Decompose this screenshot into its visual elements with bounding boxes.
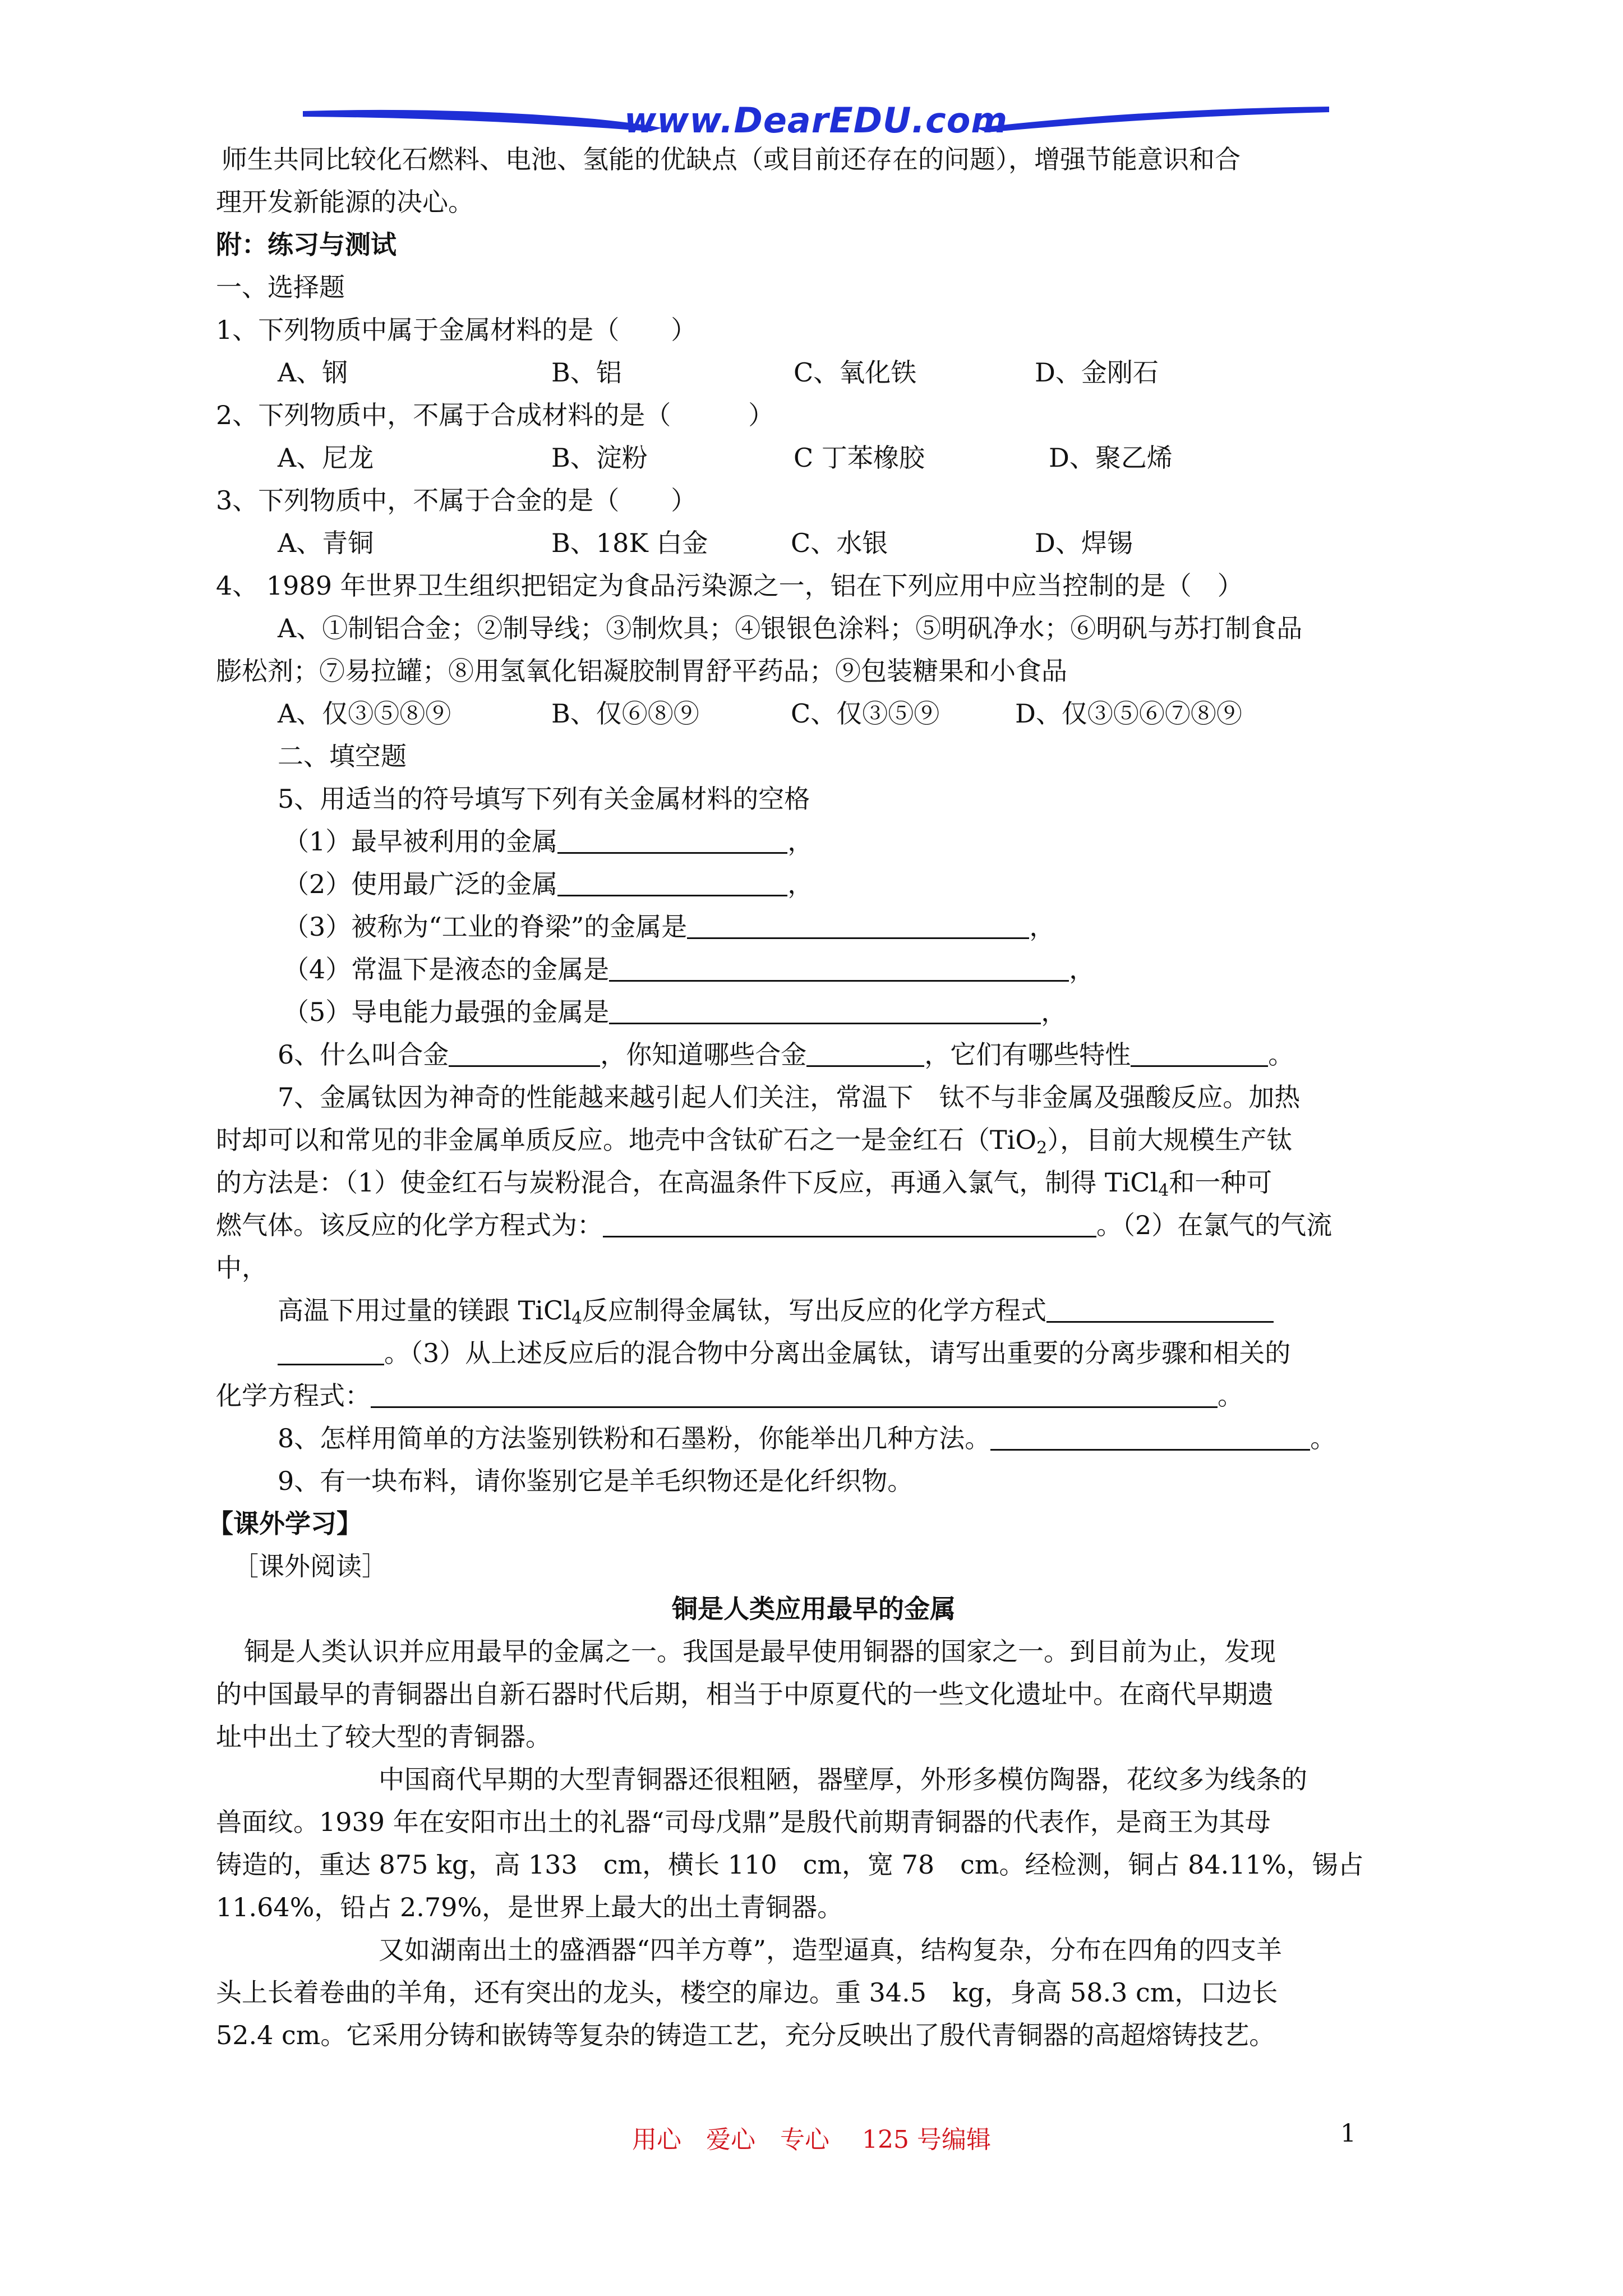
q4-line-3: 膨松剂；⑦易拉罐；⑧用氢氧化铝凝胶制胃舒平药品；⑨包装糖果和小食品 xyxy=(216,656,1067,686)
answer-blank[interactable] xyxy=(449,1038,600,1067)
answer-blank[interactable] xyxy=(806,1038,924,1067)
footer-editor-line: 用心 爱心 专心 125 号编辑 xyxy=(632,2125,991,2154)
answer-blank[interactable] xyxy=(557,868,787,896)
q7-line-1: 7、金属钛因为神奇的性能越来越引起人们关注，常温下 钛不与非金属及强酸反应。加热 xyxy=(278,1082,1301,1112)
q5-item-3: （3）被称为“工业的脊梁”的金属是 ， xyxy=(283,912,1055,942)
article-line: 52.4 cm。它采用分铸和嵌铸等复杂的铸造工艺，充分反映出了殷代青铜器的高超熔铸技艺。 xyxy=(216,2020,1275,2050)
q7-line-5: 中， xyxy=(216,1253,268,1283)
q2-option-a: A、尼龙 xyxy=(278,443,374,473)
q4-line-2: A、①制铝合金；②制导线；③制炊具；④银银色涂料；⑤明矾净水；⑥明矾与苏打制食品 xyxy=(278,613,1303,643)
article-line: 又如湖南出土的盛酒器“四羊方尊”，造型逼真，结构复杂，分布在四角的四支羊 xyxy=(379,1935,1283,1965)
q3-option-d: D、焊锡 xyxy=(1035,528,1133,558)
q5-item-5: （5）导电能力最强的金属是 ， xyxy=(283,997,1067,1027)
answer-blank[interactable] xyxy=(609,996,1041,1024)
article-title: 铜是人类应用最早的金属 xyxy=(672,1594,956,1624)
intro-line-1: 师生共同比较化石燃料、电池、氢能的优缺点（或目前还存在的问题），增强节能意识和合 xyxy=(222,144,1241,174)
answer-blank[interactable] xyxy=(1131,1038,1268,1067)
q6: 6、什么叫合金 ，你知道哪些合金 ，它们有哪些特性 。 xyxy=(278,1039,1294,1070)
q7-line-3: 的方法是：（1）使金红石与炭粉混合，在高温条件下反应，再通入氯气，制得 TiCl$_4$和一种可 xyxy=(216,1167,1272,1200)
extra-study-title: 【课外学习】 xyxy=(208,1508,362,1539)
q8: 8、怎样用简单的方法鉴别铁粉和石墨粉，你能举出几种方法。 。 xyxy=(278,1423,1336,1453)
q3-option-b: B、18K 白金 xyxy=(551,528,708,558)
q4-option-c: C、仅③⑤⑨ xyxy=(791,698,940,729)
article-line: 铜是人类认识并应用最早的金属之一。我国是最早使用铜器的国家之一。到目前为止，发现 xyxy=(244,1636,1276,1667)
section-choice-title: 一、选择题 xyxy=(216,272,345,302)
answer-blank[interactable] xyxy=(609,953,1069,982)
article-line: 头上长着卷曲的羊角，还有突出的龙头，楼空的扉边。重 34.5 kg，身高 58.3 cm，口边长 xyxy=(216,1977,1278,2008)
q4-option-b: B、仅⑥⑧⑨ xyxy=(551,698,699,729)
q7-line-8: 化学方程式： 。 xyxy=(216,1381,1243,1411)
q5-item-4: （4）常温下是液态的金属是 ， xyxy=(283,954,1095,984)
q5-item-2: （2）使用最广泛的金属 ， xyxy=(283,869,814,899)
answer-blank[interactable] xyxy=(1046,1294,1274,1323)
article-line: 铸造的，重达 875 kg，高 133 cm，横长 110 cm，宽 78 cm。经检测，铜占 84.11%，锡占 xyxy=(216,1849,1364,1880)
q1-option-d: D、金刚石 xyxy=(1035,357,1159,388)
q5-item-1: （1）最早被利用的金属 ， xyxy=(283,826,814,857)
article-line: 址中出土了较大型的青铜器。 xyxy=(216,1722,551,1752)
q2-stem: 2、下列物质中，不属于合成材料的是（ ） xyxy=(216,400,774,430)
answer-blank[interactable] xyxy=(278,1337,384,1365)
answer-blank[interactable] xyxy=(687,910,1029,939)
intro-line-2: 理开发新能源的决心。 xyxy=(216,187,474,217)
q5-stem: 5、用适当的符号填写下列有关金属材料的空格 xyxy=(278,784,810,814)
q1-option-a: A、钢 xyxy=(278,357,348,388)
q7-line-7: 。（3）从上述反应后的混合物中分离出金属钛，请写出重要的分离步骤和相关的 xyxy=(278,1331,1290,1375)
page-number: 1 xyxy=(1340,2119,1356,2148)
q1-stem: 1、下列物质中属于金属材料的是（ ） xyxy=(216,315,697,345)
q3-option-c: C、水银 xyxy=(791,528,888,558)
article-line: 11.64%，铅占 2.79%，是世界上最大的出土青铜器。 xyxy=(216,1892,843,1922)
q2-option-c: C 丁苯橡胶 xyxy=(794,443,925,473)
q1-option-c: C、氧化铁 xyxy=(794,357,917,388)
q3-option-a: A、青铜 xyxy=(278,528,374,558)
q4-option-a: A、仅③⑤⑧⑨ xyxy=(278,698,451,729)
reading-label: ［课外阅读］ xyxy=(233,1551,388,1581)
answer-blank[interactable] xyxy=(990,1422,1310,1451)
q7-line-2: 时却可以和常见的非金属单质反应。地壳中含钛矿石之一是金红石（TiO$_2$），目前大规模生产钛 xyxy=(216,1125,1293,1158)
q7-line-4: 燃气体。该反应的化学方程式为： 。（2）在氯气的气流 xyxy=(216,1210,1332,1240)
section-fill-title: 二、填空题 xyxy=(278,741,407,771)
practice-title: 附：练习与测试 xyxy=(216,229,396,260)
q3-stem: 3、下列物质中，不属于合金的是（ ） xyxy=(216,485,697,516)
q2-option-b: B、淀粉 xyxy=(551,443,648,473)
answer-blank[interactable] xyxy=(371,1379,1218,1408)
q4-stem: 4、 1989 年世界卫生组织把铝定为食品污染源之一，铝在下列应用中应当控制的是（ ） xyxy=(216,570,1243,601)
q1-option-b: B、铝 xyxy=(551,357,622,388)
q2-option-d: D、聚乙烯 xyxy=(1049,443,1173,473)
article-line: 兽面纹。1939 年在安阳市出土的礼器“司母戊鼎”是殷代前期青铜器的代表作，是商王为其母 xyxy=(216,1807,1271,1837)
q7-line-6: 高温下用过量的镁跟 TiCl$_4$反应制得金属钛，写出反应的化学方程式 xyxy=(278,1289,1274,1332)
article-line: 中国商代早期的大型青铜器还很粗陋，器壁厚，外形多模仿陶器，花纹多为线条的 xyxy=(379,1764,1307,1795)
site-url[interactable]: www.DearEDU.com xyxy=(624,100,1008,141)
q9: 9、有一块布料，请你鉴别它是羊毛织物还是化纤织物。 xyxy=(278,1466,914,1496)
answer-blank[interactable] xyxy=(557,825,787,854)
article-line: 的中国最早的青铜器出自新石器时代后期，相当于中原夏代的一些文化遗址中。在商代早期遗 xyxy=(216,1679,1274,1709)
q4-option-d: D、仅③⑤⑥⑦⑧⑨ xyxy=(1015,698,1242,729)
answer-blank[interactable] xyxy=(603,1209,1096,1237)
